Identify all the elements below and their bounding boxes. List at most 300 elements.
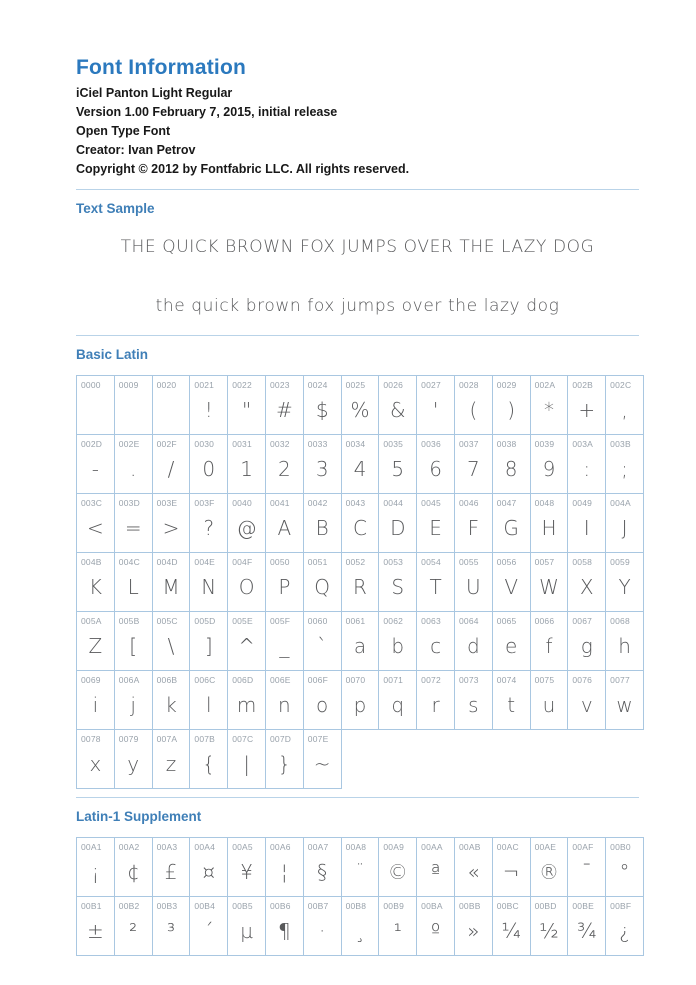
char-code: 0058 [572, 557, 593, 567]
char-cell [454, 897, 492, 956]
char-cell [152, 897, 190, 956]
char-code: 0071 [383, 675, 404, 685]
char-cell [454, 612, 492, 671]
char-glyph: ¤ [202, 860, 216, 884]
char-glyph: + [578, 398, 596, 422]
char-cell [228, 376, 266, 435]
char-cell [190, 730, 228, 789]
char-cell [530, 435, 568, 494]
char-cell [454, 494, 492, 553]
char-glyph: b [391, 634, 405, 658]
char-code: 006E [269, 675, 291, 685]
char-cell [417, 612, 455, 671]
char-code: 00AF [572, 842, 594, 852]
char-cell [606, 671, 644, 730]
char-cell [379, 376, 417, 435]
char-code: 0009 [118, 380, 139, 390]
char-cell [606, 376, 644, 435]
text-sample-heading: Text Sample [76, 201, 155, 216]
char-code: 00BF [610, 901, 632, 911]
char-cell [152, 838, 190, 897]
char-glyph: D [390, 516, 406, 540]
char-glyph: _ [279, 634, 290, 658]
char-code: 0049 [572, 498, 593, 508]
char-code: 0027 [421, 380, 441, 390]
char-glyph: 1 [240, 457, 253, 481]
char-cell [454, 838, 492, 897]
char-code: 0056 [496, 557, 517, 567]
char-code: 00BB [458, 901, 481, 911]
char-glyph: { [202, 752, 216, 776]
char-code: 0054 [421, 557, 441, 567]
char-code: 007A [156, 734, 178, 744]
char-code: 0060 [307, 616, 328, 626]
char-code: 006D [232, 675, 254, 685]
char-code: 00B1 [81, 901, 102, 911]
char-code: 0064 [458, 616, 479, 626]
char-code: 0036 [421, 439, 441, 449]
char-code: 0025 [345, 380, 366, 390]
char-glyph: L [127, 575, 139, 599]
char-cell [303, 897, 341, 956]
char-glyph [153, 390, 190, 430]
char-code: 0020 [156, 380, 177, 390]
char-glyph: ¦ [281, 860, 288, 884]
font-meta-block [76, 84, 639, 179]
char-code: 0043 [345, 498, 366, 508]
char-glyph: [ [129, 634, 138, 658]
char-glyph: m [236, 693, 257, 717]
char-row [77, 494, 644, 553]
char-code: 004A [610, 498, 631, 508]
char-glyph: µ [240, 919, 253, 943]
char-code: 002F [156, 439, 177, 449]
char-cell [492, 494, 530, 553]
char-glyph: ± [87, 919, 104, 943]
char-glyph: H [541, 516, 557, 540]
char-code: 0051 [307, 557, 328, 567]
char-cell [341, 838, 379, 897]
char-code: 0074 [496, 675, 517, 685]
char-code: 0059 [610, 557, 630, 567]
char-glyph: R [353, 575, 367, 599]
char-glyph: ~ [313, 752, 331, 776]
basic-latin-table [76, 375, 644, 789]
char-code: 0057 [534, 557, 555, 567]
char-cell [265, 553, 303, 612]
char-code: 006B [156, 675, 178, 685]
char-glyph: n [278, 693, 291, 717]
char-cell [77, 612, 115, 671]
char-code: 0024 [307, 380, 328, 390]
char-code: 006A [118, 675, 140, 685]
char-glyph: ¾ [577, 919, 597, 943]
char-code: 0048 [534, 498, 555, 508]
char-code: 0028 [458, 380, 479, 390]
char-glyph: h [618, 634, 631, 658]
char-cell [379, 897, 417, 956]
char-cell [152, 553, 190, 612]
char-glyph: B [315, 516, 329, 540]
char-cell [379, 494, 417, 553]
char-row [77, 897, 644, 956]
char-glyph: 4 [353, 457, 367, 481]
char-row [77, 612, 644, 671]
char-glyph: d [467, 634, 480, 658]
char-code: 004F [232, 557, 253, 567]
char-glyph: u [542, 693, 556, 717]
char-code: 006C [194, 675, 216, 685]
char-code: 0021 [194, 380, 215, 390]
char-glyph: 9 [542, 457, 556, 481]
font-copyright: Copyright © 2012 by Fontfabric LLC. All rights reserved. [76, 162, 410, 176]
char-glyph: ] [204, 634, 213, 658]
char-glyph: ´ [203, 919, 214, 943]
char-cell [152, 612, 190, 671]
char-glyph: = [124, 516, 142, 540]
char-glyph: P [278, 575, 291, 599]
char-code: 00B2 [118, 901, 140, 911]
char-code: 00BE [572, 901, 594, 911]
char-cell [568, 671, 606, 730]
char-code: 0030 [194, 439, 215, 449]
char-code: 0052 [345, 557, 366, 567]
char-code: 0061 [345, 616, 366, 626]
char-code: 00AC [496, 842, 519, 852]
char-cell [77, 435, 115, 494]
char-code: 00A7 [307, 842, 329, 852]
char-cell [77, 838, 115, 897]
char-code: 00B7 [307, 901, 329, 911]
char-glyph: 8 [504, 457, 518, 481]
char-glyph: 2 [278, 457, 291, 481]
char-cell [228, 730, 266, 789]
char-cell [228, 897, 266, 956]
char-code: 0026 [383, 380, 404, 390]
char-cell [606, 553, 644, 612]
char-cell [114, 612, 152, 671]
char-code: 003B [610, 439, 631, 449]
char-cell [77, 494, 115, 553]
char-cell [152, 494, 190, 553]
char-code: 00A6 [269, 842, 291, 852]
char-glyph: a [353, 634, 367, 658]
char-code: 002C [610, 380, 632, 390]
char-cell [265, 897, 303, 956]
char-cell [303, 435, 341, 494]
char-code: 004D [156, 557, 178, 567]
char-glyph: : [583, 457, 591, 481]
char-code: 0031 [232, 439, 252, 449]
char-code: 00A8 [345, 842, 367, 852]
sample-text-lowercase: the quick brown fox jumps over the lazy dog [155, 296, 560, 316]
char-code: 0032 [269, 439, 290, 449]
char-code: 0063 [421, 616, 441, 626]
char-glyph: ( [469, 398, 478, 422]
char-cell [568, 838, 606, 897]
char-glyph: e [505, 634, 518, 658]
char-cell [190, 897, 228, 956]
char-glyph: q [391, 693, 405, 717]
char-glyph: l [206, 693, 212, 717]
char-glyph: r [431, 693, 440, 717]
char-glyph: ¨ [354, 860, 365, 884]
char-cell [530, 612, 568, 671]
char-cell [228, 838, 266, 897]
char-glyph: W [539, 575, 559, 599]
char-glyph: Q [314, 575, 331, 599]
char-code: 007D [269, 734, 292, 744]
font-type: Open Type Font [76, 124, 171, 138]
char-code: 0045 [421, 498, 441, 508]
char-code: 0042 [307, 498, 328, 508]
char-code: 00AA [421, 842, 443, 852]
char-code: 0038 [496, 439, 517, 449]
char-glyph: ² [129, 919, 138, 943]
char-glyph: w [616, 693, 633, 717]
char-glyph: 0 [202, 457, 216, 481]
char-cell [190, 553, 228, 612]
char-glyph: A [277, 516, 292, 540]
char-glyph: g [580, 634, 593, 658]
char-cell [341, 494, 379, 553]
char-code: 0041 [269, 498, 290, 508]
char-cell [190, 494, 228, 553]
char-glyph: j [130, 693, 136, 717]
char-cell [606, 494, 644, 553]
char-cell [190, 838, 228, 897]
char-cell [77, 553, 115, 612]
page-title: Font Information [76, 56, 247, 79]
char-cell [417, 376, 455, 435]
sample-text-uppercase: THE QUICK BROWN FOX JUMPS OVER THE LAZY DOG [120, 237, 595, 257]
char-glyph: y [127, 752, 140, 776]
char-cell [530, 376, 568, 435]
char-glyph: | [243, 752, 250, 776]
char-code: 00B9 [383, 901, 405, 911]
char-code: 0053 [383, 557, 404, 567]
char-code: 007B [194, 734, 216, 744]
char-glyph: I [583, 516, 590, 540]
char-cell [341, 612, 379, 671]
char-cell [606, 612, 644, 671]
char-code: 0078 [81, 734, 101, 744]
char-glyph: ; [621, 457, 628, 481]
char-cell [379, 553, 417, 612]
char-cell [341, 897, 379, 956]
char-glyph: « [467, 860, 480, 884]
char-cell [530, 553, 568, 612]
section-divider [76, 189, 639, 190]
char-glyph: 3 [315, 457, 329, 481]
char-code: 00BA [421, 901, 443, 911]
char-cell [341, 376, 379, 435]
char-glyph: ¹ [393, 919, 402, 943]
char-cell [77, 730, 115, 789]
latin1-supplement-heading: Latin-1 Supplement [76, 809, 202, 824]
char-code: 005E [232, 616, 253, 626]
char-row [77, 671, 644, 730]
char-glyph: x [89, 752, 102, 776]
char-code: 0050 [269, 557, 290, 567]
char-cell [114, 838, 152, 897]
char-glyph: O [238, 575, 255, 599]
char-cell [152, 376, 190, 435]
char-code: 002D [81, 439, 103, 449]
char-glyph: ! [204, 398, 213, 422]
char-cell [341, 671, 379, 730]
char-cell [114, 494, 152, 553]
char-glyph: \ [167, 634, 175, 658]
char-code: 0072 [421, 675, 441, 685]
char-cell [568, 612, 606, 671]
char-glyph: 6 [429, 457, 442, 481]
char-cell [379, 612, 417, 671]
char-glyph: · [319, 919, 326, 943]
char-glyph: v [580, 693, 593, 717]
char-glyph: º [430, 919, 441, 943]
char-code: 005A [81, 616, 102, 626]
char-glyph: ` [317, 634, 328, 658]
char-glyph [115, 390, 152, 430]
char-code: 003C [81, 498, 103, 508]
char-cell [454, 376, 492, 435]
char-glyph: - [91, 457, 99, 481]
char-glyph: G [503, 516, 519, 540]
char-code: 00A1 [81, 842, 102, 852]
char-glyph: # [276, 398, 293, 422]
char-cell [492, 612, 530, 671]
char-code: 0046 [458, 498, 479, 508]
char-cell [341, 435, 379, 494]
char-glyph: U [466, 575, 481, 599]
char-code: 00B5 [232, 901, 253, 911]
char-code: 006F [307, 675, 328, 685]
char-glyph: ¸ [354, 919, 365, 943]
char-code: 0070 [345, 675, 366, 685]
char-code: 0037 [458, 439, 479, 449]
char-cell [303, 730, 341, 789]
char-code: 0076 [572, 675, 593, 685]
char-glyph: " [241, 398, 252, 422]
char-code: 007E [307, 734, 329, 744]
char-glyph: ¿ [619, 919, 630, 943]
latin1-supplement-table [76, 837, 644, 956]
char-row [77, 838, 644, 897]
char-glyph: ¡ [91, 860, 100, 884]
char-cell [190, 671, 228, 730]
char-cell [492, 435, 530, 494]
char-cell [417, 435, 455, 494]
char-code: 0073 [458, 675, 479, 685]
char-cell [77, 376, 115, 435]
char-glyph: f [545, 634, 553, 658]
char-glyph: c [430, 634, 442, 658]
char-glyph: t [507, 693, 516, 717]
char-cell [303, 494, 341, 553]
char-code: 00BC [496, 901, 519, 911]
char-cell [454, 671, 492, 730]
char-glyph: o [316, 693, 329, 717]
char-code: 00B0 [610, 842, 631, 852]
char-glyph: ¶ [278, 919, 291, 943]
char-cell [417, 671, 455, 730]
char-cell [114, 671, 152, 730]
char-code: 00A9 [383, 842, 405, 852]
char-glyph: % [350, 398, 370, 422]
char-cell [77, 897, 115, 956]
font-version: Version 1.00 February 7, 2015, initial release [76, 105, 338, 119]
char-cell [379, 671, 417, 730]
char-code: 004B [81, 557, 102, 567]
char-code: 00AB [458, 842, 481, 852]
char-code: 005C [156, 616, 178, 626]
section-divider [76, 797, 639, 798]
char-cell [114, 897, 152, 956]
char-glyph: s [468, 693, 479, 717]
char-glyph: X [579, 575, 594, 599]
char-cell [530, 671, 568, 730]
char-glyph: < [87, 516, 104, 540]
char-code: 003A [572, 439, 594, 449]
char-glyph: Z [88, 634, 103, 658]
char-cell [606, 435, 644, 494]
char-glyph: ^ [238, 634, 255, 658]
char-glyph: ° [619, 860, 630, 884]
char-code: 005F [269, 616, 291, 626]
char-glyph: ® [538, 860, 559, 884]
char-glyph: $ [315, 398, 329, 422]
char-cell [190, 435, 228, 494]
char-row [77, 553, 644, 612]
char-cell [454, 435, 492, 494]
char-cell [417, 553, 455, 612]
char-cell [417, 838, 455, 897]
char-code: 00A2 [118, 842, 140, 852]
char-code: 003F [194, 498, 215, 508]
char-cell [303, 553, 341, 612]
char-code: 002B [572, 380, 594, 390]
char-row [77, 376, 644, 435]
char-cell [417, 494, 455, 553]
char-glyph: M [162, 575, 180, 599]
char-code: 00A3 [156, 842, 178, 852]
char-cell [341, 553, 379, 612]
char-glyph: S [391, 575, 405, 599]
char-glyph: T [429, 575, 442, 599]
char-code: 0047 [496, 498, 517, 508]
char-cell [492, 376, 530, 435]
char-glyph: z [165, 752, 177, 776]
char-cell [530, 838, 568, 897]
char-cell [303, 671, 341, 730]
char-glyph: C [352, 516, 367, 540]
char-glyph: . [130, 457, 137, 481]
char-cell [568, 494, 606, 553]
char-glyph: F [467, 516, 480, 540]
char-cell [530, 897, 568, 956]
char-glyph: ½ [539, 919, 559, 943]
char-cell [114, 553, 152, 612]
char-cell [492, 838, 530, 897]
char-cell [152, 730, 190, 789]
char-glyph: p [353, 693, 367, 717]
char-code: 0039 [534, 439, 555, 449]
char-glyph: ¯ [581, 860, 592, 884]
char-code: 0068 [610, 616, 630, 626]
char-code: 004C [118, 557, 140, 567]
char-cell [228, 671, 266, 730]
